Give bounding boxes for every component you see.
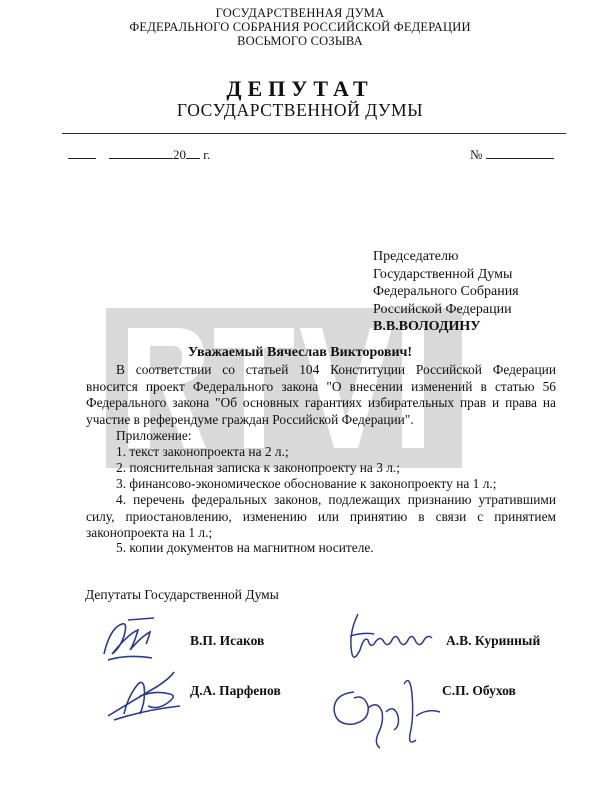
deputy-name: А.В. Куринный <box>446 633 541 648</box>
number-blank <box>486 146 554 159</box>
appendix-item: 5. копии документов на магнитном носителе. <box>116 540 374 555</box>
deputies-title: Депутаты Государственной Думы <box>85 587 279 602</box>
header-title: ДЕПУТАТ <box>226 76 374 101</box>
date-suffix: г. <box>203 147 211 162</box>
addressee-line: Федерального Собрания <box>373 284 519 299</box>
addressee-line: Государственной Думы <box>373 266 513 282</box>
deputy-name: Д.А. Парфенов <box>190 683 281 698</box>
appendix-label: Приложение: <box>116 428 192 443</box>
date-day-blank <box>68 146 96 159</box>
signature-kurinny <box>344 606 436 668</box>
date-year-blank <box>186 146 200 159</box>
date-month-blank <box>109 146 173 159</box>
header-subtitle: ГОСУДАРСТВЕННОЙ ДУМЫ <box>176 100 424 120</box>
letter-paragraph: В соответствии со статьей 104 Конституции Российской Федерации вносится проект Федерального закона "О внесении изменений в статью 56 Федерального закона "Об основных гарантиях избирательных прав и права на участие в референдуме граждан Российской Федерации". <box>86 362 556 427</box>
addressee-block <box>373 248 519 336</box>
signature-parfenov <box>104 666 188 722</box>
appendix-item: 2. пояснительная записка к законопроекту на 3 л.; <box>116 460 400 475</box>
addressee-line: Российской Федерации <box>373 301 512 317</box>
appendix-item: 1. текст законопроекта на 2 л.; <box>116 444 289 459</box>
number-label: № <box>470 147 483 162</box>
signature-obukhov <box>324 664 444 752</box>
header-line-1: ГОСУДАРСТВЕННАЯ ДУМА <box>215 6 385 20</box>
header-line-2: ФЕДЕРАЛЬНОГО СОБРАНИЯ РОССИЙСКОЙ ФЕДЕРАЦИИ <box>129 20 471 34</box>
number-field <box>470 146 554 163</box>
appendix-item: 4. перечень федеральных законов, подлежащих признанию утратившими силу, приостановлению, изменению или принятию в связи с принятием законопроекта на 1 л.; <box>86 492 556 540</box>
header-divider <box>62 133 566 134</box>
appendix-item: 3. финансово-экономическое обоснование к законопроекту на 1 л.; <box>116 476 497 491</box>
addressee-name: В.В.ВОЛОДИНУ <box>373 319 481 334</box>
date-year: 20 <box>173 147 186 162</box>
salutation: Уважаемый Вячеслав Викторович! <box>187 345 413 360</box>
header-line-3: ВОСЬМОГО СОЗЫВА <box>237 34 363 48</box>
date-field <box>68 146 210 163</box>
addressee-line: Председателю <box>373 249 459 264</box>
signature-isakov <box>98 614 168 666</box>
deputy-name: В.П. Исаков <box>190 633 265 648</box>
deputy-name: С.П. Обухов <box>442 683 516 698</box>
